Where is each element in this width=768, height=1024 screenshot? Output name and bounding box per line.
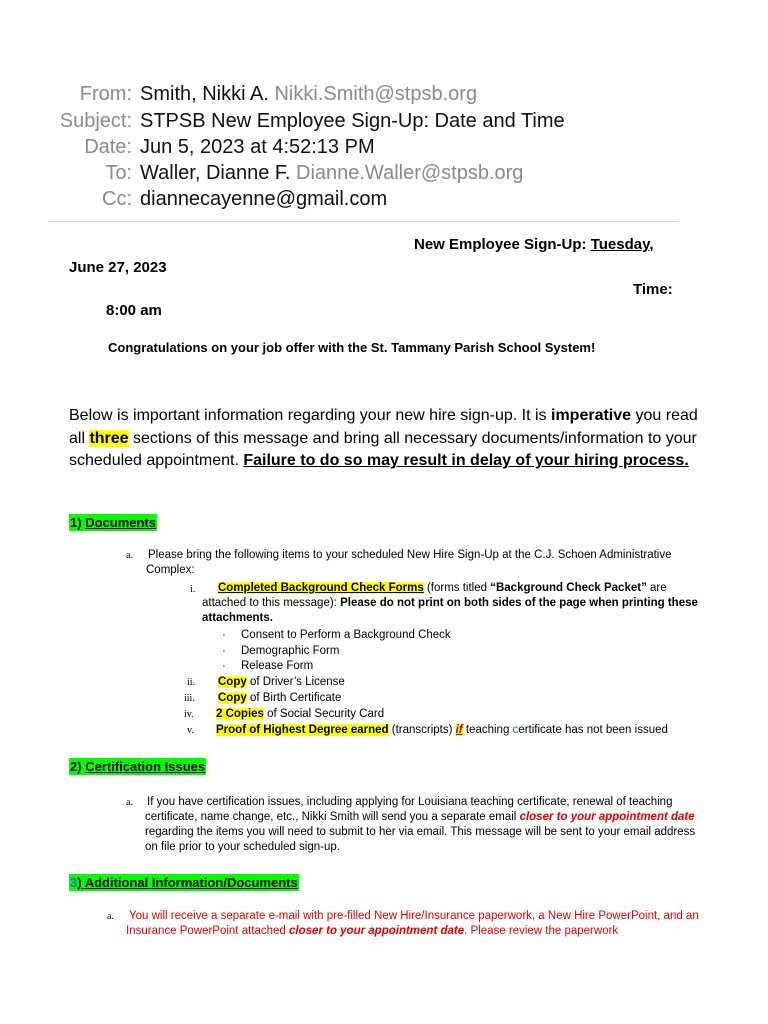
s1-iv-text: 2 Copies of Social Security Card	[216, 708, 385, 720]
section3-heading: 3) Additional Information/Documents	[70, 875, 298, 890]
s1-item-a-text: Please bring the following items to your scheduled New Hire Sign-Up at the C.J. Schoen Administrative Complex:	[146, 549, 672, 576]
closer-date-note: closer to your appointment date	[519, 811, 695, 823]
s1-ii-marker: ii.	[187, 677, 196, 688]
s2-item-a-marker: a.	[126, 797, 133, 808]
from-label: From:	[79, 83, 132, 105]
bullet-item-label: Release Form	[241, 660, 314, 672]
s3-item-a-marker: a.	[107, 911, 114, 922]
s1-iii-marker: iii.	[184, 693, 195, 704]
s1-ii-text: Copy of Driver’s License	[218, 676, 345, 688]
s2-item-a-text: If you have certification issues, including applying for Louisiana teaching certificate, renewal of teaching certificate, name change, etc., Nikki Smith will send you a separate email closer to your appointment date regarding the items you will need to submit to her via email. This message will be sent to your email address on file prior to your scheduled sign-up.	[145, 796, 696, 853]
s1-v-marker: v.	[187, 725, 194, 736]
from-email[interactable]: Nikki.Smith@stpsb.org	[274, 83, 478, 105]
background-check-forms: Completed Background Check Forms	[218, 582, 424, 594]
intro-paragraph: Below is important information regarding your new hire sign-up. It is imperative you read all three sections of this message and bring all necessary documents/information to your scheduled appointment. Failure to do so may result in delay of your hiring process.	[69, 407, 698, 469]
imperative-word: imperative	[551, 407, 632, 424]
s1-iii-text: Copy of Birth Certificate	[218, 692, 342, 704]
s3-item-a-text: You will receive a separate e-mail with pre-filled New Hire/Insurance paperwork, a New Hire PowerPoint, and an Insurance PowerPoint attached closer to your appointment date. Please review the paperwork	[126, 910, 699, 937]
s1-i-text: Completed Background Check Forms (forms titled “Background Check Packet” are attached to this message): Please do not print on both sides of the page when printing these attachments.	[202, 582, 698, 624]
to-email[interactable]: Dianne.Waller@stpsb.org	[296, 162, 524, 184]
bullet-item-label: Demographic Form	[241, 645, 340, 657]
time-label: Time:	[633, 281, 673, 298]
cc-label: Cc:	[102, 188, 132, 210]
s1-i-marker: i.	[190, 584, 196, 595]
signup-date: June 27, 2023	[69, 259, 167, 276]
bullet-item: ·	[222, 629, 226, 641]
signup-day: Tuesday	[590, 236, 650, 253]
date-text: Jun 5, 2023 at 4:52:13 PM	[140, 136, 375, 158]
bullet-item: ·	[222, 660, 226, 672]
from-name: Smith, Nikki A.	[140, 83, 269, 105]
header-divider	[48, 221, 678, 222]
s1-v-text: Proof of Highest Degree earned (transcripts) if teaching certificate has not been issued	[216, 724, 668, 736]
failure-warning: Failure to do so may result in delay of your hiring process.	[243, 452, 689, 469]
to-label: To:	[105, 162, 132, 184]
time-value: 8:00 am	[106, 302, 162, 319]
congrats-line: Congratulations on your job offer with the St. Tammany Parish School System!	[108, 340, 596, 355]
section1-heading: 1) Documents	[70, 515, 156, 530]
to-name: Waller, Dianne F.	[140, 162, 291, 184]
s1-iv-marker: iv.	[184, 709, 194, 720]
s1-item-a-marker: a.	[126, 550, 133, 561]
subject-text: STPSB New Employee Sign-Up: Date and Time	[140, 110, 565, 132]
section2-heading: 2) Certification Issues	[70, 759, 206, 774]
three-word: three	[89, 429, 129, 447]
cc-email[interactable]: diannecayenne@gmail.com	[140, 188, 388, 210]
signup-heading: New Employee Sign-Up: Tuesday,	[414, 236, 654, 253]
date-label: Date:	[84, 136, 132, 158]
subject-label: Subject:	[59, 110, 132, 132]
bullet-item-label: Consent to Perform a Background Check	[241, 629, 451, 641]
bullet-item: ·	[222, 645, 226, 657]
